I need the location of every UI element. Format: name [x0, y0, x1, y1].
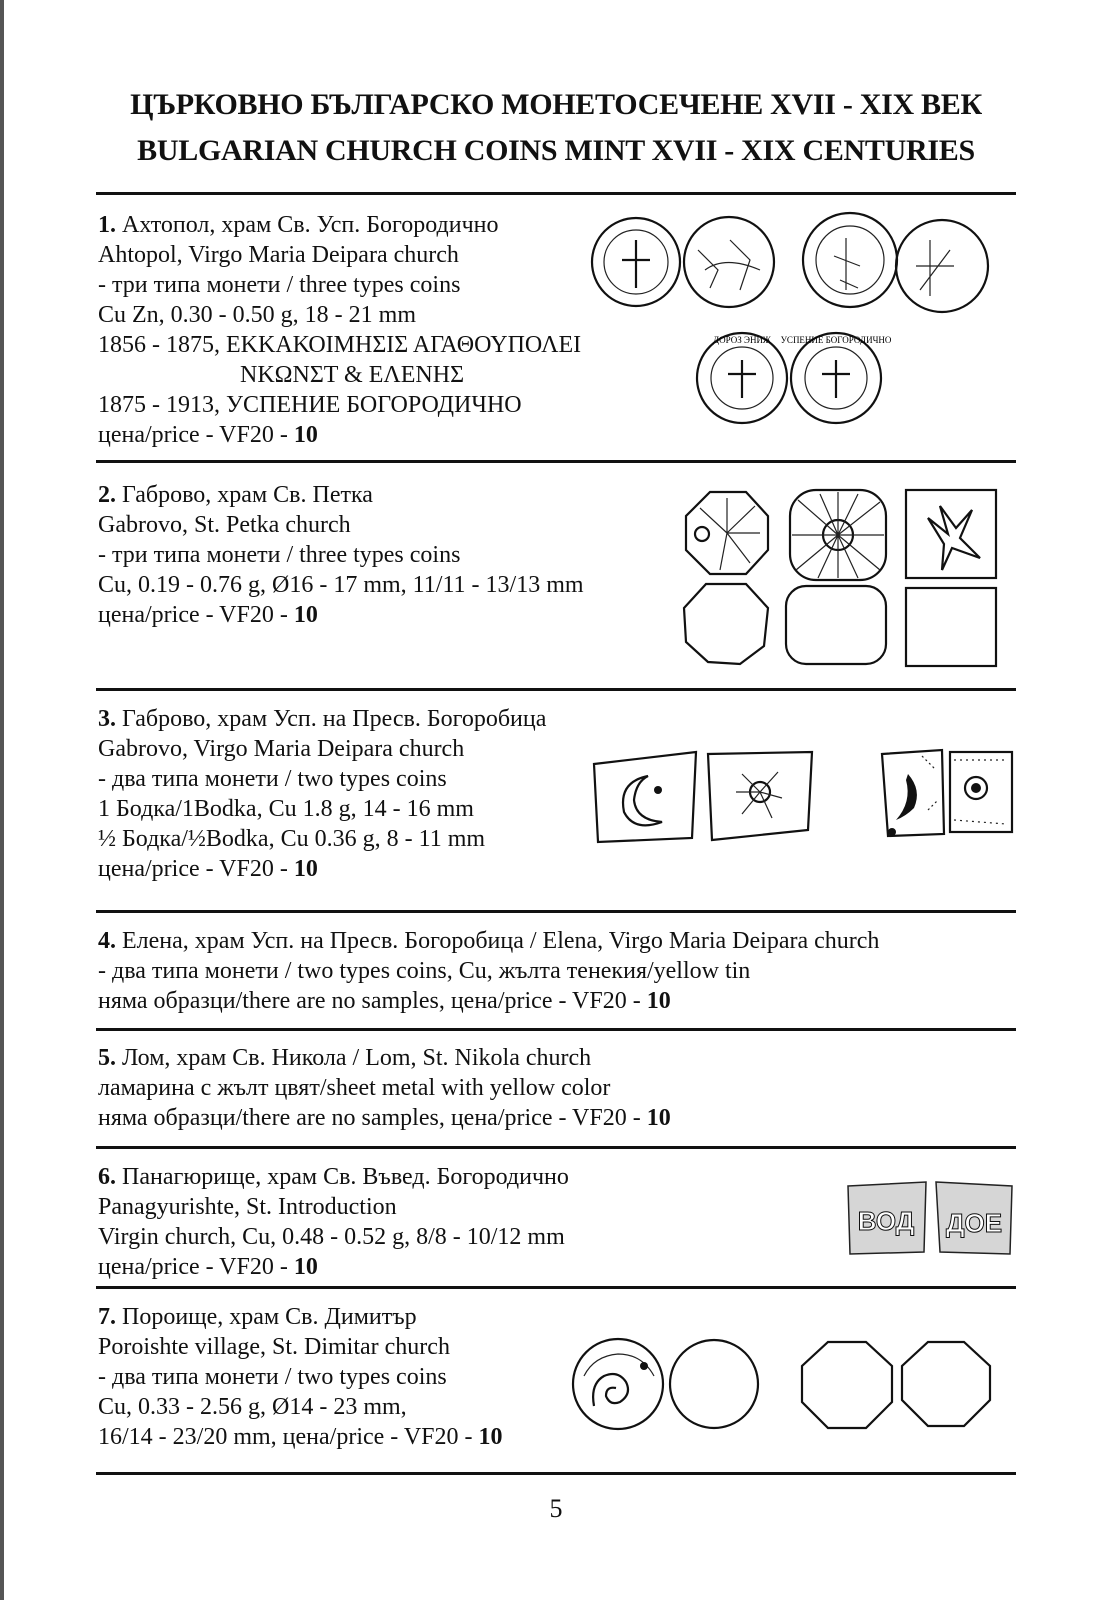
entry-line: - два типа монети / two types coins [98, 766, 447, 792]
entry-line: Cu, 0.19 - 0.76 g, Ø16 - 17 mm, 11/11 - 13/13 mm [98, 572, 584, 598]
coin-image [708, 752, 812, 840]
price-value: 10 [293, 856, 318, 882]
coin-image [902, 1342, 990, 1426]
entry-line: - два типа монети / two types coins [98, 1364, 447, 1390]
coin-image [802, 1342, 892, 1428]
entry-6 [98, 1162, 569, 1282]
divider [96, 688, 1016, 691]
divider [96, 460, 1016, 463]
entry-number: 2. [98, 482, 116, 508]
entry-1-coin-images [590, 210, 1010, 440]
entry-line: Panagyurishte, St. Introduction [98, 1194, 397, 1220]
entry-line: Gabrovo, St. Petka church [98, 512, 351, 538]
entry-line: ΝΚΩΝΣΤ & ΕΛΕΝΗΣ [240, 362, 465, 388]
title-bulgarian: ЦЪРКОВНО БЪЛГАРСКО МОНЕТОСЕЧЕНЕ XVII - XIX ВЕК [130, 88, 982, 121]
entry-number: 6. [98, 1164, 116, 1190]
divider [96, 192, 1016, 195]
coin-image [592, 218, 680, 306]
entry-line: ламарина с жълт цвят/sheet metal with yellow color [98, 1075, 611, 1101]
coin-image [906, 588, 996, 666]
entry-7 [98, 1302, 503, 1452]
entry-number: 4. [98, 928, 116, 954]
entry-line: Cu, 0.33 - 2.56 g, Ø14 - 23 mm, [98, 1394, 407, 1420]
entry-line: 1856 - 1875, ΕΚΚΑΚΟΙΜΗΣΙΣ ΑΓΑΘΟΥΠΟΛΕΙ [98, 332, 582, 358]
entry-5 [98, 1043, 671, 1133]
price-value: 10 [646, 1105, 671, 1131]
entry-line: Ахтопол, храм Св. Усп. Богородично [122, 212, 499, 238]
coin-image [684, 217, 774, 307]
entry-number: 3. [98, 706, 116, 732]
entry-number: 7. [98, 1304, 116, 1330]
entry-line: Пороище, храм Св. Димитър [122, 1304, 417, 1330]
entry-line: Poroishte village, St. Dimitar church [98, 1334, 450, 1360]
coin-image [848, 1182, 926, 1254]
price-label: няма образци/there are no samples, цена/price - VF20 - [98, 1105, 647, 1131]
entry-number: 5. [98, 1045, 116, 1071]
coin-image [670, 1340, 758, 1428]
coin-image [803, 213, 897, 307]
page-number: 5 [549, 1494, 563, 1523]
entry-line: Virgin church, Cu, 0.48 - 0.52 g, 8/8 - 10/12 mm [98, 1224, 565, 1250]
coin-image [594, 752, 696, 842]
entry-line: Gabrovo, Virgo Maria Deipara church [98, 736, 465, 762]
entry-line: - три типа монети / three types coins [98, 542, 461, 568]
entry-line: Ahtopol, Virgo Maria Deipara church [98, 242, 459, 268]
coin-image [781, 333, 892, 423]
coin-image [684, 584, 768, 664]
coin-image [573, 1339, 663, 1429]
entry-line: Лом, храм Св. Никола / Lom, St. Nikola church [122, 1045, 592, 1071]
coin-legend: УСПЕНИЕ БОГОРОДИЧНО [780, 335, 892, 345]
entry-line: Габрово, храм Св. Петка [122, 482, 373, 508]
divider [96, 1146, 1016, 1149]
entry-1 [98, 210, 581, 450]
divider [96, 1286, 1016, 1289]
coin-legend: ВОД [857, 1206, 915, 1236]
price-value: 10 [293, 602, 318, 628]
entry-7-coin-images [570, 1336, 1020, 1436]
price-value: 10 [478, 1424, 503, 1450]
coin-image [936, 1182, 1012, 1254]
entry-2 [98, 480, 584, 630]
coin-image [790, 490, 886, 580]
entry-4 [98, 926, 879, 1016]
price-label: няма образци/there are no samples, цена/price - VF20 - [98, 988, 647, 1014]
entry-line: Габрово, храм Усп. на Пресв. Богоробица [122, 706, 547, 732]
coin-image [950, 752, 1012, 832]
entry-3-coin-images [592, 750, 1022, 850]
entry-3 [98, 704, 546, 884]
price-value: 10 [646, 988, 671, 1014]
divider [96, 910, 1016, 913]
coin-image [697, 333, 787, 423]
page-left-border [0, 0, 4, 1600]
price-label: цена/price - VF20 - [98, 602, 294, 628]
price-label: цена/price - VF20 - [98, 1254, 294, 1280]
divider [96, 1472, 1016, 1475]
price-label: 16/14 - 23/20 mm, цена/price - VF20 - [98, 1424, 479, 1450]
coin-image [896, 220, 988, 312]
coin-image [882, 750, 944, 836]
coin-image [906, 490, 996, 578]
coin-image [686, 492, 768, 574]
entry-line: Панагюрище, храм Св. Въвед. Богородично [122, 1164, 569, 1190]
coin-image [786, 586, 886, 664]
entry-line: - два типа монети / two types coins, Cu, жълта тенекия/yellow tin [98, 958, 751, 984]
price-label: цена/price - VF20 - [98, 422, 294, 448]
entry-line: ½ Бодка/½Bodka, Cu 0.36 g, 8 - 11 mm [98, 826, 486, 852]
entry-line: Cu Zn, 0.30 - 0.50 g, 18 - 21 mm [98, 302, 416, 328]
title-english: BULGARIAN CHURCH COINS MINT XVII - XIX CENTURIES [137, 134, 975, 167]
entry-line: 1 Бодка/1Bodka, Cu 1.8 g, 14 - 16 mm [98, 796, 474, 822]
divider [96, 1028, 1016, 1031]
coin-legend: ДОЕ [945, 1208, 1003, 1238]
coin-legend: ДОРОЗ ЭНИЖ [712, 335, 772, 345]
entry-number: 1. [98, 212, 116, 238]
entry-6-coin-images [846, 1180, 1016, 1260]
price-label: цена/price - VF20 - [98, 856, 294, 882]
entry-line: - три типа монети / three types coins [98, 272, 461, 298]
price-value: 10 [293, 422, 318, 448]
entry-line: Елена, храм Усп. на Пресв. Богоробица / Elena, Virgo Maria Deipara church [122, 928, 880, 954]
entry-line: 1875 - 1913, УСПЕНИЕ БОГОРОДИЧНО [98, 392, 522, 418]
price-value: 10 [293, 1254, 318, 1280]
entry-2-coin-images [680, 488, 1010, 678]
